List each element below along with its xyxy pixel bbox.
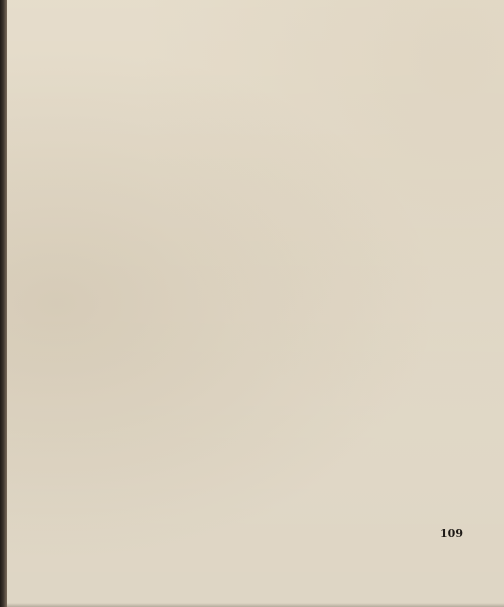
text-column-right [251,84,455,524]
page-number: 109 [440,527,463,540]
page-edge [7,603,504,607]
text-column-left [34,84,236,524]
